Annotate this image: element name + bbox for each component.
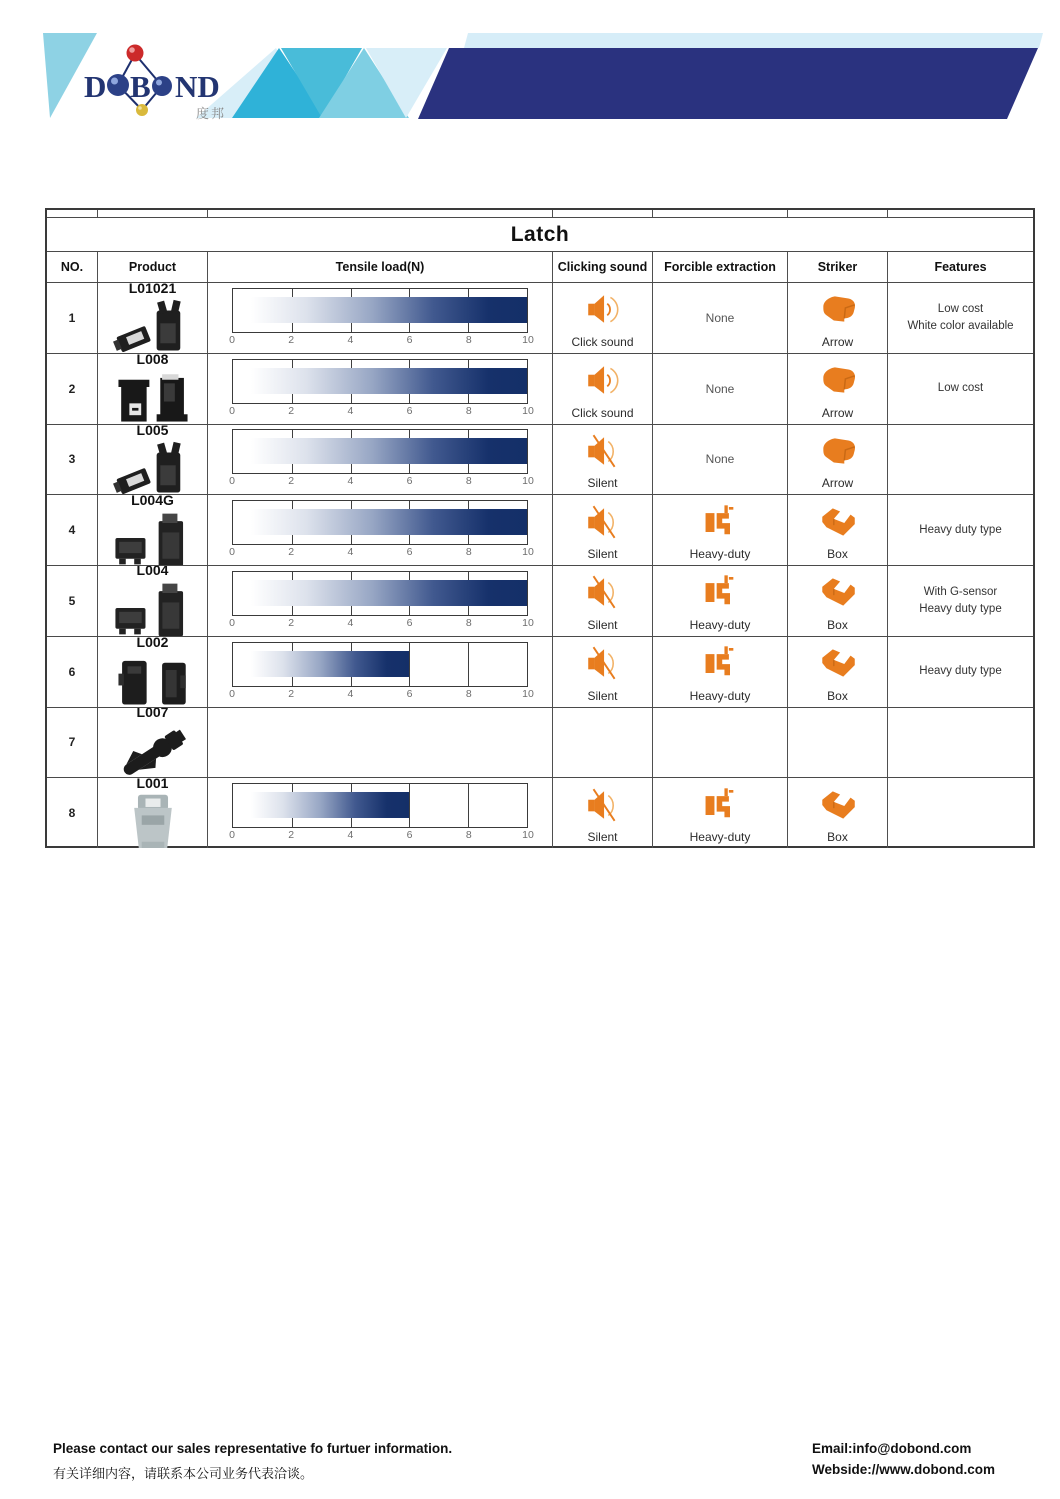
header-light-strip	[464, 33, 1043, 48]
col-header-no: NO.	[60, 260, 84, 274]
tensile-chart	[229, 500, 534, 560]
striker-label: Arrow	[821, 405, 854, 420]
axis-tick-label: 4	[347, 687, 354, 700]
tensile-bar	[251, 368, 527, 394]
latch-product-photo	[105, 578, 201, 635]
tensile-axis	[229, 829, 534, 843]
tensile-axis	[229, 546, 534, 560]
axis-tick-label: 0	[229, 829, 235, 842]
clicking-sound-label: Silent	[587, 476, 618, 491]
product-image	[98, 296, 207, 352]
striker-icon-box	[788, 354, 887, 407]
axis-tick-label: 6	[406, 687, 413, 700]
axis-tick-label: 2	[288, 616, 295, 629]
tensile-bar	[251, 297, 527, 323]
col-header-extraction: Forcible extraction	[652, 252, 787, 282]
axis-tick-label: 0	[229, 404, 235, 417]
axis-tick-label: 4	[347, 616, 354, 629]
axis-tick-label: 4	[347, 829, 354, 842]
product-name: L005	[136, 424, 169, 438]
striker-icon-box	[788, 778, 887, 831]
clicking-sound-icon-box	[553, 566, 652, 619]
page-title: Latch	[510, 222, 570, 246]
axis-tick-label: 6	[406, 333, 413, 346]
axis-tick-label: 2	[288, 333, 295, 346]
header-navy-bar	[418, 48, 1038, 119]
extraction-label: Heavy-duty	[689, 688, 751, 703]
axis-tick-label: 8	[465, 616, 472, 629]
product-image	[98, 578, 207, 635]
feature-line: Heavy duty type	[919, 523, 1002, 536]
axis-tick-label: 6	[406, 546, 413, 559]
sphere-highlight	[156, 80, 162, 86]
col-header-striker: Striker	[787, 252, 887, 282]
logo-letters-nd: ND	[175, 69, 220, 104]
logo-letter-d: D	[84, 69, 107, 104]
arrow-striker-icon	[816, 291, 860, 327]
latch-product-photo	[105, 508, 201, 565]
box-striker-icon	[816, 574, 860, 610]
sphere-highlight	[138, 106, 142, 110]
clicking-sound-label: Click sound	[571, 334, 634, 349]
logo-blue-sphere	[107, 74, 129, 96]
axis-tick-label: 10	[522, 404, 534, 417]
logo-blue-sphere	[152, 76, 172, 96]
feature-line: Low cost	[937, 382, 984, 395]
axis-tick-label: 6	[406, 829, 413, 842]
extraction-label: Heavy-duty	[689, 547, 751, 561]
logo-letter-b: B	[130, 69, 151, 104]
footer-contact-info	[812, 1441, 995, 1477]
product-image	[98, 650, 207, 706]
footer-note-en: Please contact our sales representative fo furtuer information.	[53, 1441, 453, 1456]
arrow-striker-icon	[816, 362, 860, 398]
axis-tick-label: 8	[465, 687, 472, 700]
tensile-chart	[229, 642, 534, 702]
latch-product-photo	[105, 650, 201, 706]
striker-label: Box	[827, 688, 848, 703]
axis-tick-label: 4	[347, 546, 354, 559]
axis-tick-label: 10	[522, 475, 534, 488]
product-image	[98, 791, 207, 848]
product-image	[98, 720, 207, 777]
extraction-label: None	[705, 381, 735, 396]
table-row	[47, 707, 1033, 778]
axis-tick-label: 2	[288, 687, 295, 700]
striker-label: Arrow	[821, 476, 854, 491]
footer-contact-note	[53, 1441, 452, 1482]
latch-product-photo	[113, 791, 193, 848]
clicking-sound-label: Silent	[587, 688, 618, 703]
axis-tick-label: 4	[347, 475, 354, 488]
axis-tick-label: 6	[406, 404, 413, 417]
product-name: L002	[136, 636, 169, 651]
axis-tick-label: 2	[288, 829, 295, 842]
tensile-axis	[229, 475, 534, 489]
latch-product-photo	[105, 367, 201, 423]
product-name: L008	[136, 353, 169, 368]
axis-tick-label: 0	[229, 616, 235, 629]
row-number: 6	[68, 664, 76, 679]
extraction-label: None	[705, 452, 735, 467]
feature-line: Heavy duty type	[919, 665, 1002, 678]
axis-tick-label: 6	[406, 475, 413, 488]
box-striker-icon	[816, 787, 860, 823]
col-header-tensile: Tensile load(N)	[207, 252, 552, 282]
striker-label: Box	[827, 830, 848, 844]
table-title-row	[47, 217, 1033, 251]
axis-tick-label: 8	[465, 404, 472, 417]
axis-tick-label: 10	[522, 333, 534, 346]
row-number: 1	[68, 310, 76, 325]
row-number: 5	[68, 593, 76, 608]
axis-tick-label: 4	[347, 333, 354, 346]
axis-tick-label: 2	[288, 404, 295, 417]
tensile-chart	[229, 783, 534, 843]
logo-red-sphere	[127, 45, 144, 62]
tensile-axis	[229, 404, 534, 419]
axis-tick-label: 6	[406, 616, 413, 629]
latch-product-photo	[105, 296, 201, 352]
tensile-chart	[229, 571, 534, 631]
speaker-sound-icon	[584, 361, 622, 399]
col-header-product: Product	[97, 252, 207, 282]
axis-tick-label: 8	[465, 475, 472, 488]
table-row	[47, 282, 1033, 353]
row-number: 2	[68, 381, 76, 396]
extraction-label: Heavy-duty	[689, 830, 751, 844]
axis-tick-label: 0	[229, 475, 235, 488]
tensile-axis	[229, 616, 534, 631]
extraction-icon-box	[653, 637, 787, 690]
striker-label: Box	[827, 617, 848, 632]
clicking-sound-label: Silent	[587, 547, 618, 561]
speaker-sound-icon	[584, 290, 622, 328]
heavy-duty-icon	[700, 643, 740, 683]
footer-note-cn: 有关详细内容，请联系本公司业务代表洽谈。	[53, 1466, 314, 1481]
axis-tick-label: 0	[229, 546, 235, 559]
clicking-sound-label: Silent	[587, 617, 618, 632]
clicking-sound-label: Click sound	[571, 405, 634, 420]
table-row	[47, 353, 1033, 424]
striker-icon-box	[788, 495, 887, 548]
product-name: L004	[136, 566, 169, 579]
logo-chinese-name: 度邦	[196, 106, 227, 121]
product-name: L004G	[131, 495, 174, 508]
product-name: L01021	[128, 283, 177, 297]
striker-icon-box	[788, 637, 887, 690]
tensile-axis	[229, 687, 534, 702]
tensile-chart	[229, 359, 534, 419]
col-header-clicking: Clicking sound	[552, 252, 652, 282]
tensile-axis	[229, 333, 534, 348]
clicking-sound-icon-box	[553, 354, 652, 407]
clicking-sound-icon-box	[553, 637, 652, 690]
heavy-duty-icon	[700, 502, 740, 542]
axis-tick-label: 8	[465, 546, 472, 559]
product-image	[98, 367, 207, 423]
product-image	[98, 508, 207, 565]
striker-icon-box	[788, 425, 887, 478]
row-number: 7	[68, 735, 76, 750]
speaker-silent-icon	[584, 573, 622, 611]
tensile-bar	[251, 580, 527, 606]
row-number: 3	[68, 452, 76, 467]
axis-tick-label: 4	[347, 404, 354, 417]
feature-line: White color available	[907, 319, 1014, 332]
tensile-chart	[229, 429, 534, 489]
logo-yellow-sphere	[136, 104, 148, 116]
table-row	[47, 424, 1033, 495]
speaker-silent-icon	[584, 503, 622, 541]
tensile-bar	[251, 792, 410, 818]
clicking-sound-icon-box	[553, 495, 652, 548]
extraction-label: None	[705, 310, 735, 325]
tensile-bar	[251, 438, 527, 464]
heavy-duty-icon	[700, 572, 740, 612]
dobond-logo	[78, 40, 248, 132]
feature-line: Low cost	[937, 302, 984, 315]
footer-website: Webside://www.dobond.com	[812, 1462, 996, 1477]
axis-tick-label: 10	[522, 687, 534, 700]
axis-tick-label: 2	[288, 475, 295, 488]
clicking-sound-icon-box	[553, 283, 652, 336]
latch-table	[45, 208, 1035, 848]
latch-product-photo	[105, 720, 201, 777]
axis-tick-label: 0	[229, 333, 235, 346]
arrow-striker-icon	[816, 433, 860, 469]
clicking-sound-icon-box	[553, 425, 652, 478]
feature-line: Heavy duty type	[919, 602, 1002, 615]
table-row	[47, 636, 1033, 707]
feature-line: With G-sensor	[923, 585, 998, 598]
box-striker-icon	[816, 504, 860, 540]
axis-tick-label: 8	[465, 829, 472, 842]
row-number: 8	[68, 806, 76, 821]
speaker-silent-icon	[584, 432, 622, 470]
table-row	[47, 777, 1033, 848]
axis-tick-label: 2	[288, 546, 295, 559]
axis-tick-label: 10	[522, 546, 534, 559]
tensile-bar	[251, 651, 410, 677]
striker-icon-box	[788, 283, 887, 336]
table-top-strip	[47, 210, 1033, 217]
box-striker-icon	[816, 645, 860, 681]
extraction-icon-box	[653, 778, 787, 831]
clicking-sound-label: Silent	[587, 830, 618, 844]
tensile-bar	[251, 509, 527, 535]
striker-label: Box	[827, 547, 848, 561]
product-name: L001	[136, 778, 169, 791]
row-number: 4	[68, 523, 76, 538]
extraction-icon-box	[653, 566, 787, 619]
axis-tick-label: 10	[522, 616, 534, 629]
extraction-label: Heavy-duty	[689, 617, 751, 632]
tensile-chart	[229, 288, 534, 348]
product-image	[98, 438, 207, 494]
product-name: L007	[136, 707, 169, 720]
table-header-row	[47, 251, 1033, 282]
extraction-icon-box	[653, 495, 787, 548]
striker-icon-box	[788, 566, 887, 619]
table-row	[47, 494, 1033, 565]
clicking-sound-icon-box	[553, 778, 652, 831]
col-header-features: Features	[887, 252, 1033, 282]
axis-tick-label: 0	[229, 687, 235, 700]
speaker-silent-icon	[584, 786, 622, 824]
footer-email: Email:info@dobond.com	[812, 1441, 972, 1456]
latch-product-photo	[105, 438, 201, 494]
sphere-highlight	[111, 78, 118, 85]
table-row	[47, 565, 1033, 636]
sphere-highlight	[129, 47, 135, 53]
heavy-duty-icon	[700, 785, 740, 825]
axis-tick-label: 8	[465, 333, 472, 346]
axis-tick-label: 10	[522, 829, 534, 842]
striker-label: Arrow	[821, 334, 854, 349]
speaker-silent-icon	[584, 644, 622, 682]
